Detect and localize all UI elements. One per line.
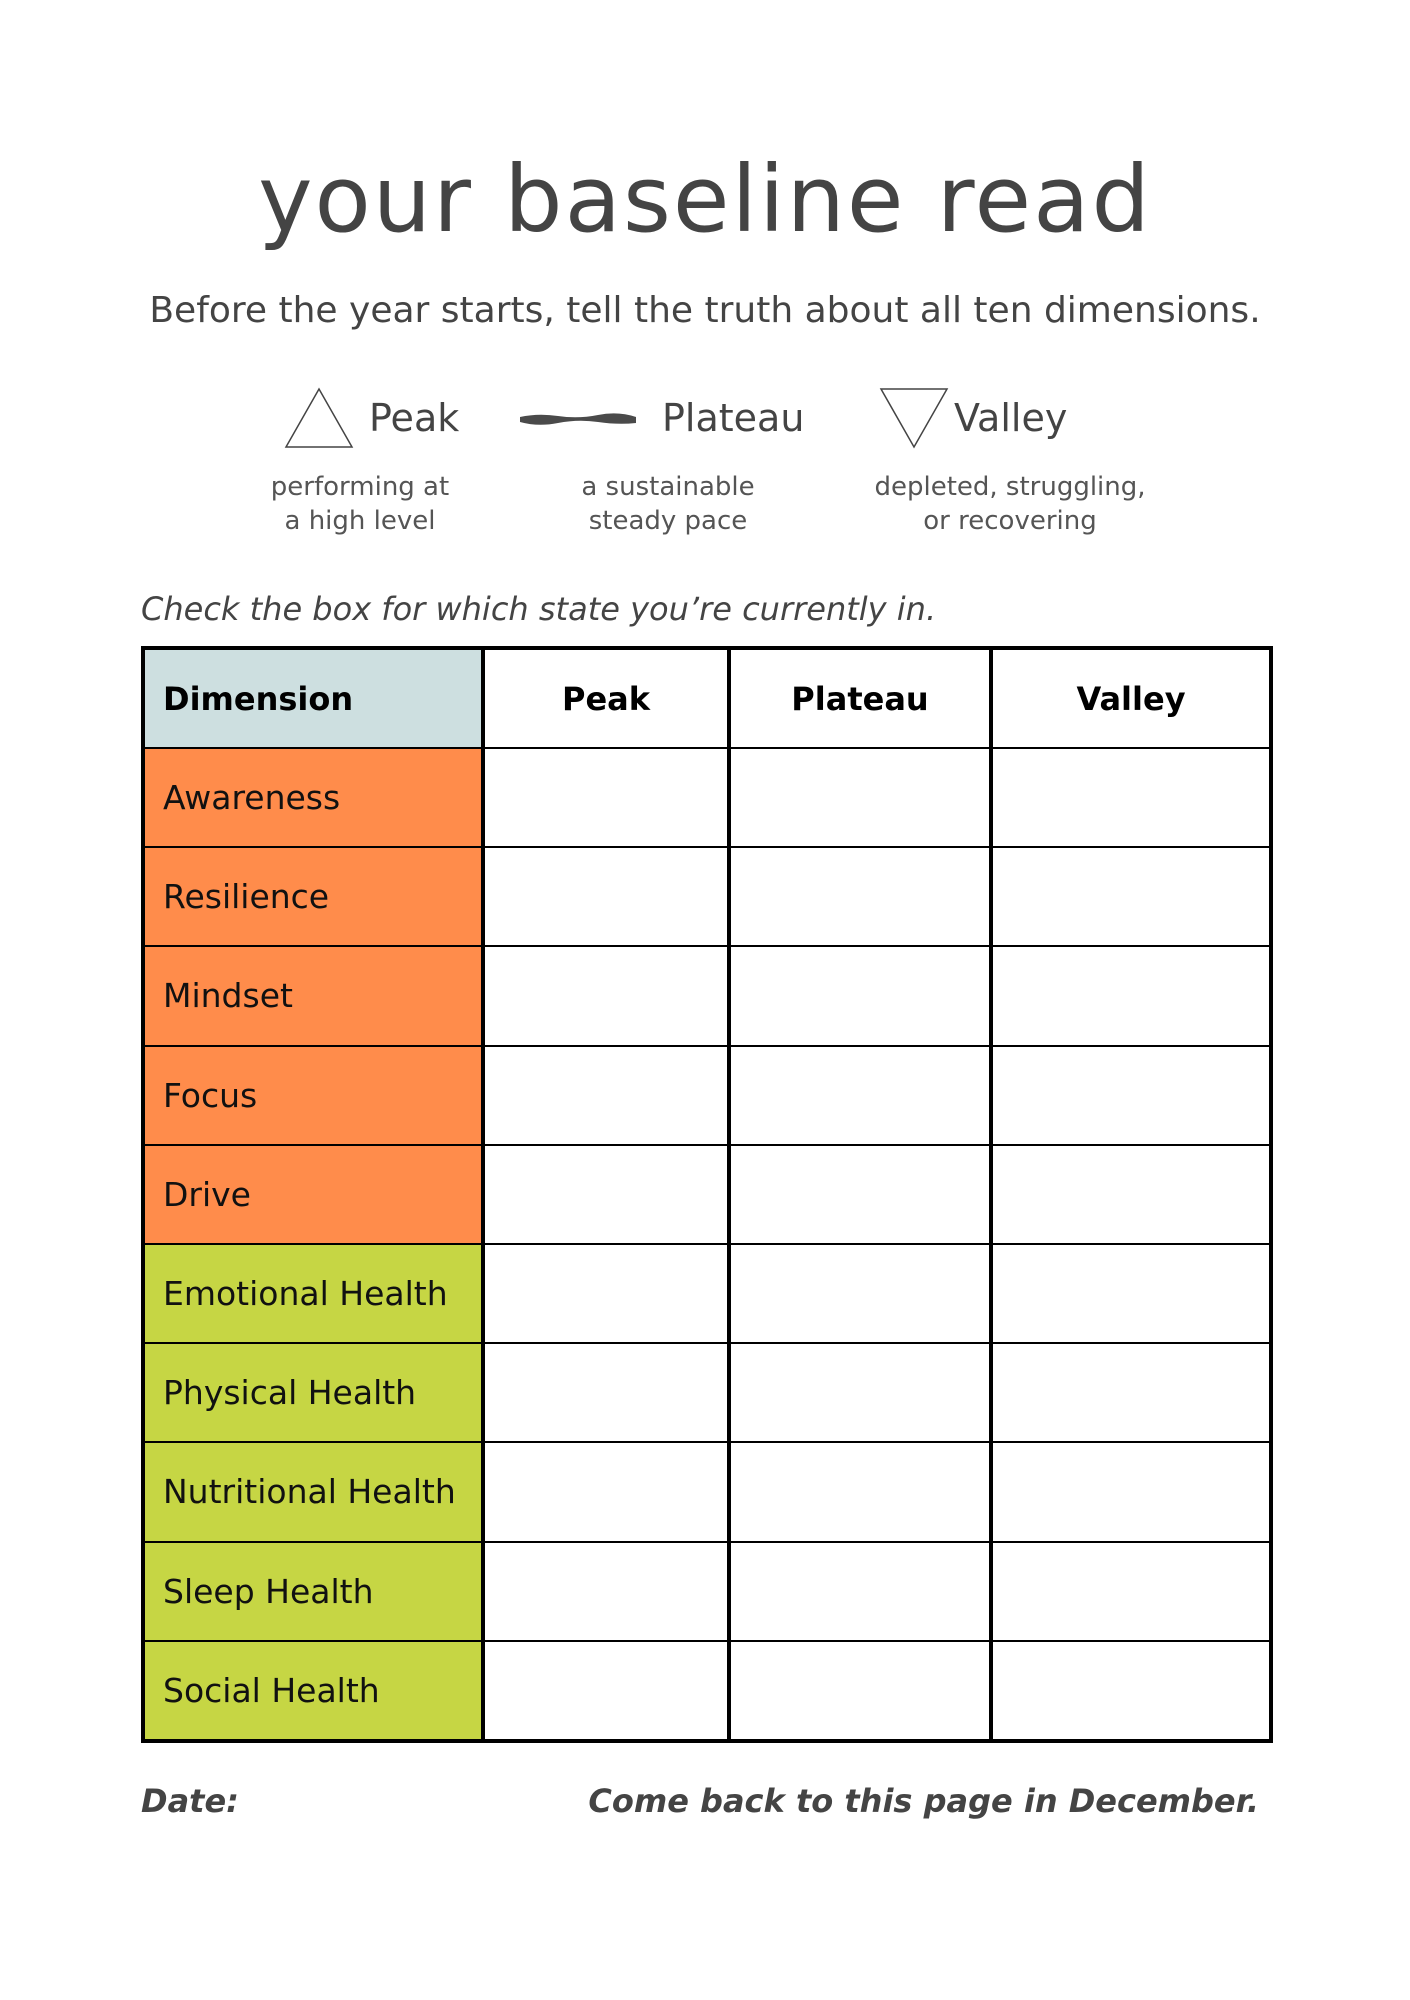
dimension-label: Sleep Health	[143, 1542, 483, 1641]
dimension-label: Mindset	[143, 946, 483, 1045]
plateau-checkbox-cell[interactable]	[729, 1542, 991, 1641]
table-row	[143, 1145, 1271, 1244]
header-plateau: Plateau	[729, 648, 991, 748]
dimension-label: Focus	[143, 1046, 483, 1145]
peak-checkbox-cell[interactable]	[483, 1442, 729, 1541]
page-title: your baseline read	[258, 146, 1152, 253]
dimension-label: Drive	[143, 1145, 483, 1244]
table-row	[143, 1542, 1271, 1641]
table-row	[143, 1244, 1271, 1343]
legend-plateau-label: Plateau	[662, 396, 805, 440]
instructions: Check the box for which state you’re currently in.	[141, 590, 937, 628]
dimensions-table	[141, 646, 1273, 1743]
dimension-label: Physical Health	[143, 1343, 483, 1442]
table-row	[143, 1442, 1271, 1541]
table-row	[143, 748, 1271, 847]
peak-checkbox-cell[interactable]	[483, 1046, 729, 1145]
footer-note: Come back to this page in December.	[588, 1782, 1259, 1820]
peak-checkbox-cell[interactable]	[483, 946, 729, 1045]
table-row	[143, 1641, 1271, 1741]
valley-checkbox-cell[interactable]	[991, 1641, 1271, 1741]
valley-checkbox-cell[interactable]	[991, 1046, 1271, 1145]
valley-checkbox-cell[interactable]	[991, 1542, 1271, 1641]
header-valley: Valley	[991, 648, 1271, 748]
dimension-label: Resilience	[143, 847, 483, 946]
table-row	[143, 1046, 1271, 1145]
plateau-checkbox-cell[interactable]	[729, 1343, 991, 1442]
table-row	[143, 1343, 1271, 1442]
legend-plateau	[518, 385, 838, 455]
table-row	[143, 847, 1271, 946]
table-header-row	[143, 648, 1271, 748]
header-dimension: Dimension	[143, 648, 483, 748]
valley-checkbox-cell[interactable]	[991, 1442, 1271, 1541]
page-subtitle: Before the year starts, tell the truth about all ten dimensions.	[149, 290, 1261, 331]
flat-line-icon	[518, 387, 638, 449]
plateau-checkbox-cell[interactable]	[729, 946, 991, 1045]
down-triangle-icon	[879, 387, 949, 449]
valley-checkbox-cell[interactable]	[991, 748, 1271, 847]
dimension-label: Nutritional Health	[143, 1442, 483, 1541]
legend-plateau-description: a sustainable steady pace	[581, 472, 755, 536]
plateau-checkbox-cell[interactable]	[729, 1145, 991, 1244]
legend-peak-description: performing at a high level	[270, 472, 450, 536]
dimension-label: Emotional Health	[143, 1244, 483, 1343]
plateau-checkbox-cell[interactable]	[729, 1442, 991, 1541]
plateau-checkbox-cell[interactable]	[729, 1641, 991, 1741]
valley-checkbox-cell[interactable]	[991, 1145, 1271, 1244]
peak-checkbox-cell[interactable]	[483, 1145, 729, 1244]
plateau-checkbox-cell[interactable]	[729, 1244, 991, 1343]
dimension-label: Social Health	[143, 1641, 483, 1741]
dimension-label: Awareness	[143, 748, 483, 847]
peak-checkbox-cell[interactable]	[483, 847, 729, 946]
table-row	[143, 946, 1271, 1045]
peak-checkbox-cell[interactable]	[483, 1641, 729, 1741]
date-label: Date:	[141, 1782, 239, 1820]
valley-checkbox-cell[interactable]	[991, 1343, 1271, 1442]
plateau-checkbox-cell[interactable]	[729, 1046, 991, 1145]
peak-checkbox-cell[interactable]	[483, 748, 729, 847]
legend-valley-label: Valley	[954, 396, 1068, 440]
legend-valley	[879, 385, 1119, 455]
legend-peak-label: Peak	[369, 396, 460, 440]
legend-valley-description: depleted, struggling, or recovering	[874, 472, 1146, 536]
up-triangle-icon	[284, 387, 354, 449]
valley-checkbox-cell[interactable]	[991, 1244, 1271, 1343]
header-peak: Peak	[483, 648, 729, 748]
valley-checkbox-cell[interactable]	[991, 946, 1271, 1045]
valley-checkbox-cell[interactable]	[991, 847, 1271, 946]
peak-checkbox-cell[interactable]	[483, 1343, 729, 1442]
plateau-checkbox-cell[interactable]	[729, 748, 991, 847]
peak-checkbox-cell[interactable]	[483, 1244, 729, 1343]
peak-checkbox-cell[interactable]	[483, 1542, 729, 1641]
plateau-checkbox-cell[interactable]	[729, 847, 991, 946]
legend-peak	[284, 385, 484, 455]
